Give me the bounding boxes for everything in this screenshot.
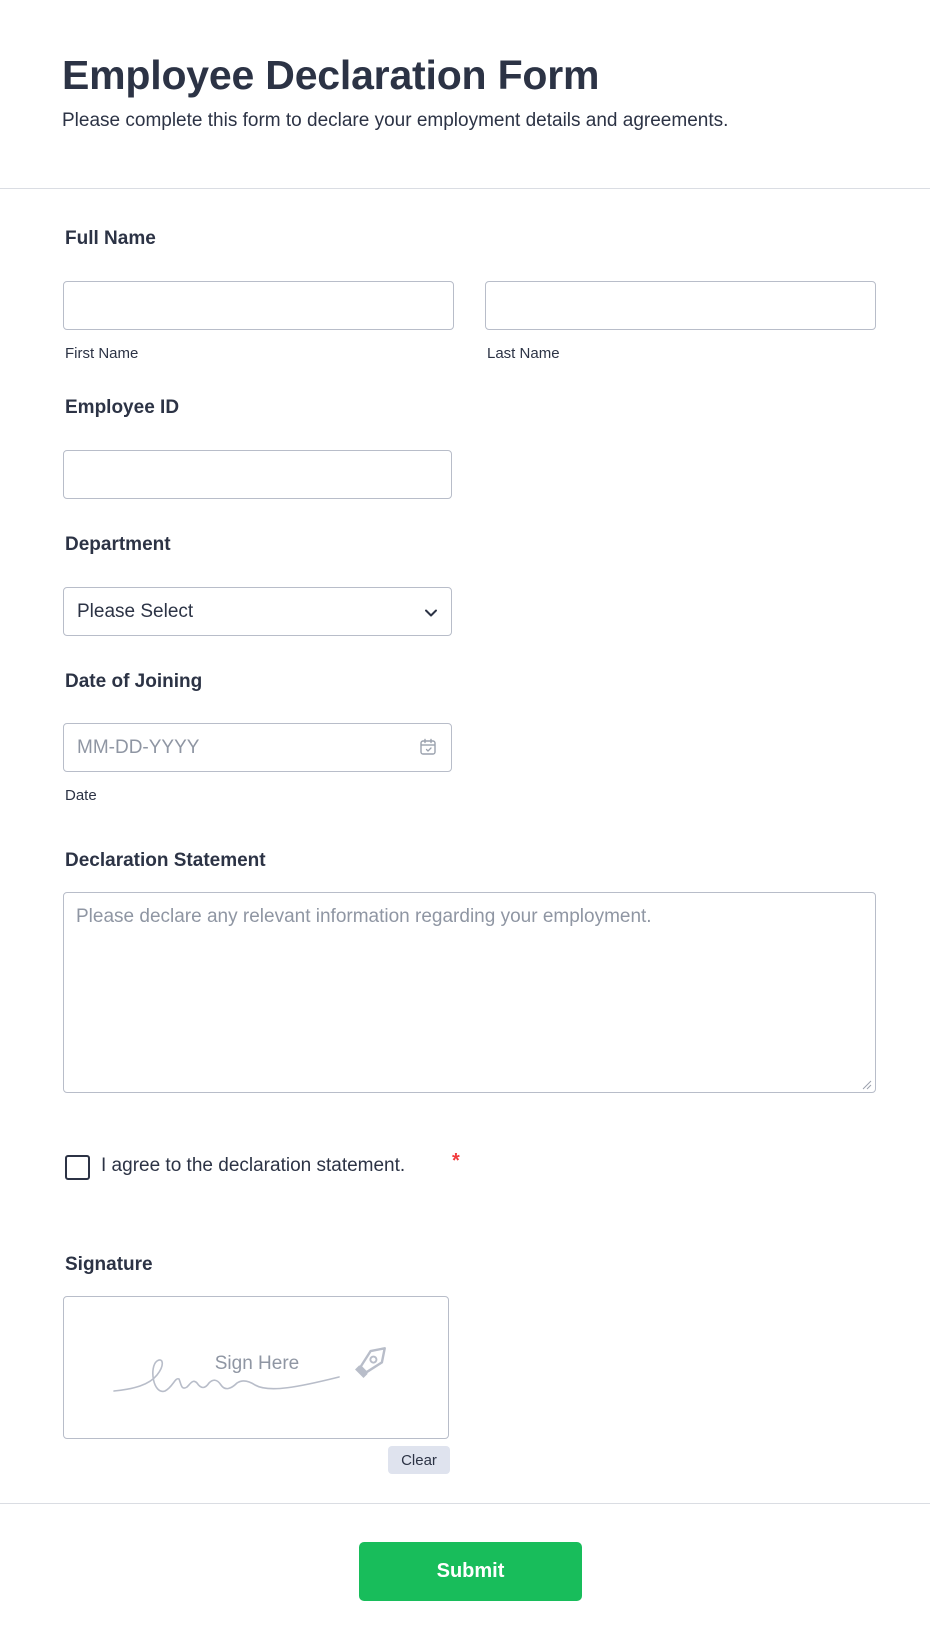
employee-id-label: Employee ID (65, 397, 180, 418)
agreement-checkbox[interactable] (65, 1155, 90, 1180)
department-label: Department (65, 534, 171, 555)
signature-label: Signature (65, 1254, 153, 1275)
agreement-label[interactable]: I agree to the declaration statement. (101, 1155, 406, 1176)
submit-button[interactable]: Submit (359, 1542, 582, 1601)
first-name-sublabel: First Name (65, 345, 139, 362)
last-name-input[interactable] (485, 281, 876, 330)
resize-grip-icon[interactable] (860, 1078, 872, 1090)
signature-pad[interactable] (63, 1296, 449, 1439)
required-star: * (452, 1150, 460, 1172)
clear-signature-button[interactable]: Clear (388, 1446, 450, 1474)
department-select[interactable] (63, 587, 452, 636)
form-header (0, 0, 930, 189)
declaration-label: Declaration Statement (65, 850, 266, 871)
form-title: Employee Declaration Form (62, 52, 600, 98)
declaration-textarea[interactable] (63, 892, 876, 1093)
signature-placeholder: Sign Here (214, 1353, 300, 1374)
footer-divider (0, 1503, 930, 1504)
form-subtitle: Please complete this form to declare your employment details and agreements. (62, 110, 729, 131)
employee-id-input[interactable] (63, 450, 452, 499)
full-name-label: Full Name (65, 228, 156, 249)
date-of-joining-label: Date of Joining (65, 671, 203, 692)
calendar-icon[interactable] (419, 738, 437, 756)
first-name-input[interactable] (63, 281, 454, 330)
date-sublabel: Date (65, 787, 97, 804)
last-name-sublabel: Last Name (487, 345, 560, 362)
department-selected-value: Please Select (77, 601, 194, 622)
pen-nib-icon (350, 1339, 394, 1383)
date-of-joining-input[interactable] (63, 723, 452, 772)
chevron-down-icon (423, 605, 439, 621)
